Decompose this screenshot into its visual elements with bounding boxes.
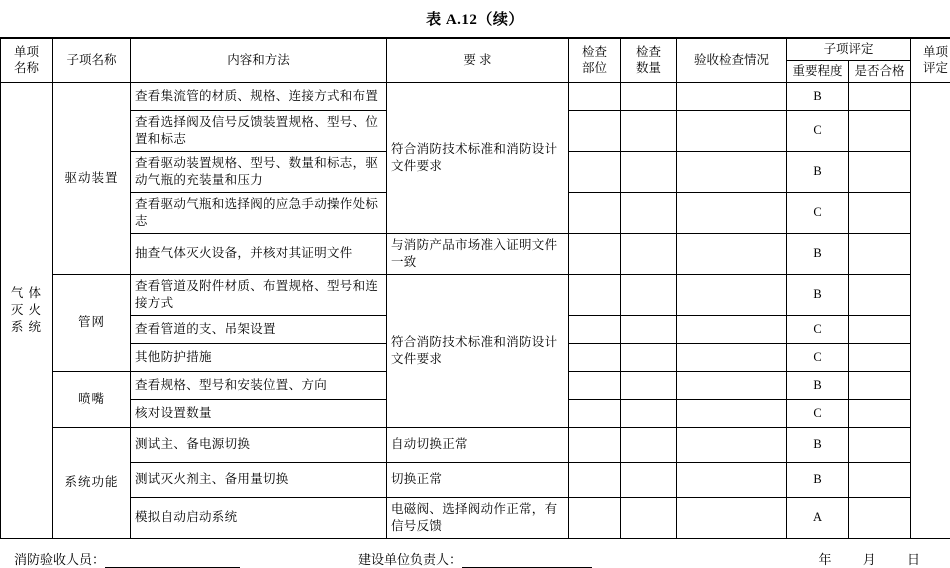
cell-acceptance[interactable]: [677, 315, 787, 343]
cell-check-qty[interactable]: [621, 427, 677, 462]
table-row: [1, 274, 950, 315]
cell-acceptance[interactable]: [677, 274, 787, 315]
cell-requirement: 与消防产品市场准入证明文件一致: [387, 233, 569, 274]
cell-qualified[interactable]: [849, 274, 911, 315]
cell-check-qty[interactable]: [621, 110, 677, 151]
header-check-qty: [621, 38, 677, 82]
acceptance-table: [0, 37, 950, 539]
cell-content: 核对设置数量: [131, 399, 387, 427]
item-name-line-1: 气 体: [5, 285, 48, 302]
cell-content: 查看集流管的材质、规格、连接方式和布置: [131, 82, 387, 110]
cell-check-part[interactable]: [569, 274, 621, 315]
cell-requirement: 符合消防技术标准和消防设计文件要求: [387, 274, 569, 427]
header-item-rating: [911, 38, 950, 82]
cell-content: 模拟自动启动系统: [131, 497, 387, 538]
cell-acceptance[interactable]: [677, 343, 787, 371]
inspector-label: 消防验收人员：: [14, 549, 105, 568]
header-check-qty-line2: 数量: [625, 60, 672, 77]
cell-content: 其他防护措施: [131, 343, 387, 371]
cell-qualified[interactable]: [849, 497, 911, 538]
cell-check-part[interactable]: [569, 497, 621, 538]
header-check-qty-line1: 检查: [625, 44, 672, 61]
footer: [10, 549, 940, 568]
cell-acceptance[interactable]: [677, 497, 787, 538]
cell-check-qty[interactable]: [621, 192, 677, 233]
header-check-part-line1: 检查: [573, 44, 616, 61]
header-item-rating-line1: 单项: [915, 44, 950, 61]
unit-manager-field: [358, 549, 592, 568]
cell-check-qty[interactable]: [621, 151, 677, 192]
cell-acceptance[interactable]: [677, 110, 787, 151]
cell-importance: B: [787, 427, 849, 462]
header-check-part: [569, 38, 621, 82]
header-check-part-line2: 部位: [573, 60, 616, 77]
header-item-name-line2: 名称: [5, 60, 48, 77]
header-item-rating-line2: 评定: [915, 60, 950, 77]
date-label: 年 月 日: [818, 549, 940, 568]
table-row: [1, 462, 950, 497]
cell-qualified[interactable]: [849, 192, 911, 233]
cell-check-qty[interactable]: [621, 399, 677, 427]
cell-check-qty[interactable]: [621, 371, 677, 399]
header-sub-name: 子项名称: [53, 38, 131, 82]
cell-check-part[interactable]: [569, 233, 621, 274]
header-requirement: 要 求: [387, 38, 569, 82]
cell-item-name: [1, 82, 53, 538]
table-head: [1, 38, 950, 82]
header-sub-rating: 子项评定: [787, 38, 911, 60]
cell-qualified[interactable]: [849, 233, 911, 274]
cell-requirement: 电磁阀、选择阀动作正常，有信号反馈: [387, 497, 569, 538]
cell-item-rating[interactable]: [911, 82, 950, 538]
cell-content: 测试主、备电源切换: [131, 427, 387, 462]
cell-qualified[interactable]: [849, 110, 911, 151]
cell-importance: B: [787, 82, 849, 110]
table-row: [1, 497, 950, 538]
header-importance: 重要程度: [787, 60, 849, 82]
cell-content: 查看管道及附件材质、布置规格、型号和连接方式: [131, 274, 387, 315]
cell-content: 查看驱动气瓶和选择阀的应急手动操作处标志: [131, 192, 387, 233]
cell-check-qty[interactable]: [621, 274, 677, 315]
cell-acceptance[interactable]: [677, 192, 787, 233]
cell-check-part[interactable]: [569, 427, 621, 462]
cell-check-qty[interactable]: [621, 462, 677, 497]
table-row: [1, 233, 950, 274]
cell-check-part[interactable]: [569, 462, 621, 497]
cell-acceptance[interactable]: [677, 427, 787, 462]
item-name-line-2: 灭 火: [5, 302, 48, 319]
cell-sub-name: 管网: [53, 274, 131, 371]
table-body: [1, 82, 950, 538]
cell-check-part[interactable]: [569, 192, 621, 233]
cell-check-qty[interactable]: [621, 233, 677, 274]
cell-content: 抽查气体灭火设备，并核对其证明文件: [131, 233, 387, 274]
cell-importance: C: [787, 399, 849, 427]
inspector-signature-line[interactable]: [105, 553, 240, 568]
unit-manager-signature-line[interactable]: [462, 553, 592, 568]
cell-requirement: 自动切换正常: [387, 427, 569, 462]
cell-importance: B: [787, 462, 849, 497]
cell-acceptance[interactable]: [677, 399, 787, 427]
cell-qualified[interactable]: [849, 462, 911, 497]
cell-importance: A: [787, 497, 849, 538]
cell-qualified[interactable]: [849, 82, 911, 110]
cell-importance: B: [787, 233, 849, 274]
header-item-name-line1: 单项: [5, 44, 48, 61]
page-title: 表 A.12（续）: [0, 0, 950, 37]
cell-importance: C: [787, 343, 849, 371]
cell-sub-name: 驱动装置: [53, 82, 131, 274]
cell-importance: C: [787, 110, 849, 151]
cell-qualified[interactable]: [849, 343, 911, 371]
cell-check-qty[interactable]: [621, 343, 677, 371]
cell-check-qty[interactable]: [621, 497, 677, 538]
cell-content: 查看规格、型号和安装位置、方向: [131, 371, 387, 399]
cell-importance: B: [787, 371, 849, 399]
cell-content: 测试灭火剂主、备用量切换: [131, 462, 387, 497]
cell-check-qty[interactable]: [621, 315, 677, 343]
cell-content: 查看管道的支、吊架设置: [131, 315, 387, 343]
table-row: [1, 427, 950, 462]
cell-acceptance[interactable]: [677, 462, 787, 497]
header-acceptance: 验收检查情况: [677, 38, 787, 82]
cell-check-part[interactable]: [569, 110, 621, 151]
cell-check-part[interactable]: [569, 82, 621, 110]
cell-acceptance[interactable]: [677, 371, 787, 399]
unit-manager-label: 建设单位负责人：: [358, 549, 462, 568]
header-item-name: [1, 38, 53, 82]
cell-check-part[interactable]: [569, 399, 621, 427]
cell-acceptance[interactable]: [677, 82, 787, 110]
cell-content: 查看选择阀及信号反馈装置规格、型号、位置和标志: [131, 110, 387, 151]
header-content: 内容和方法: [131, 38, 387, 82]
cell-qualified[interactable]: [849, 399, 911, 427]
cell-qualified[interactable]: [849, 315, 911, 343]
cell-check-part[interactable]: [569, 371, 621, 399]
cell-sub-name: 系统功能: [53, 427, 131, 538]
cell-check-part[interactable]: [569, 151, 621, 192]
item-name-line-3: 系 统: [5, 319, 48, 336]
table-row: [1, 82, 950, 110]
cell-check-part[interactable]: [569, 315, 621, 343]
cell-sub-name: 喷嘴: [53, 371, 131, 427]
cell-check-qty[interactable]: [621, 82, 677, 110]
inspector-field: [14, 549, 240, 568]
cell-importance: C: [787, 192, 849, 233]
cell-acceptance[interactable]: [677, 233, 787, 274]
cell-requirement: 符合消防技术标准和消防设计文件要求: [387, 82, 569, 233]
cell-qualified[interactable]: [849, 427, 911, 462]
cell-qualified[interactable]: [849, 151, 911, 192]
cell-check-part[interactable]: [569, 343, 621, 371]
cell-importance: C: [787, 315, 849, 343]
cell-requirement: 切换正常: [387, 462, 569, 497]
header-qualified: 是否合格: [849, 60, 911, 82]
cell-importance: B: [787, 274, 849, 315]
table-header-row-1: [1, 38, 950, 60]
cell-content: 查看驱动装置规格、型号、数量和标志，驱动气瓶的充装量和压力: [131, 151, 387, 192]
cell-importance: B: [787, 151, 849, 192]
cell-qualified[interactable]: [849, 371, 911, 399]
cell-acceptance[interactable]: [677, 151, 787, 192]
